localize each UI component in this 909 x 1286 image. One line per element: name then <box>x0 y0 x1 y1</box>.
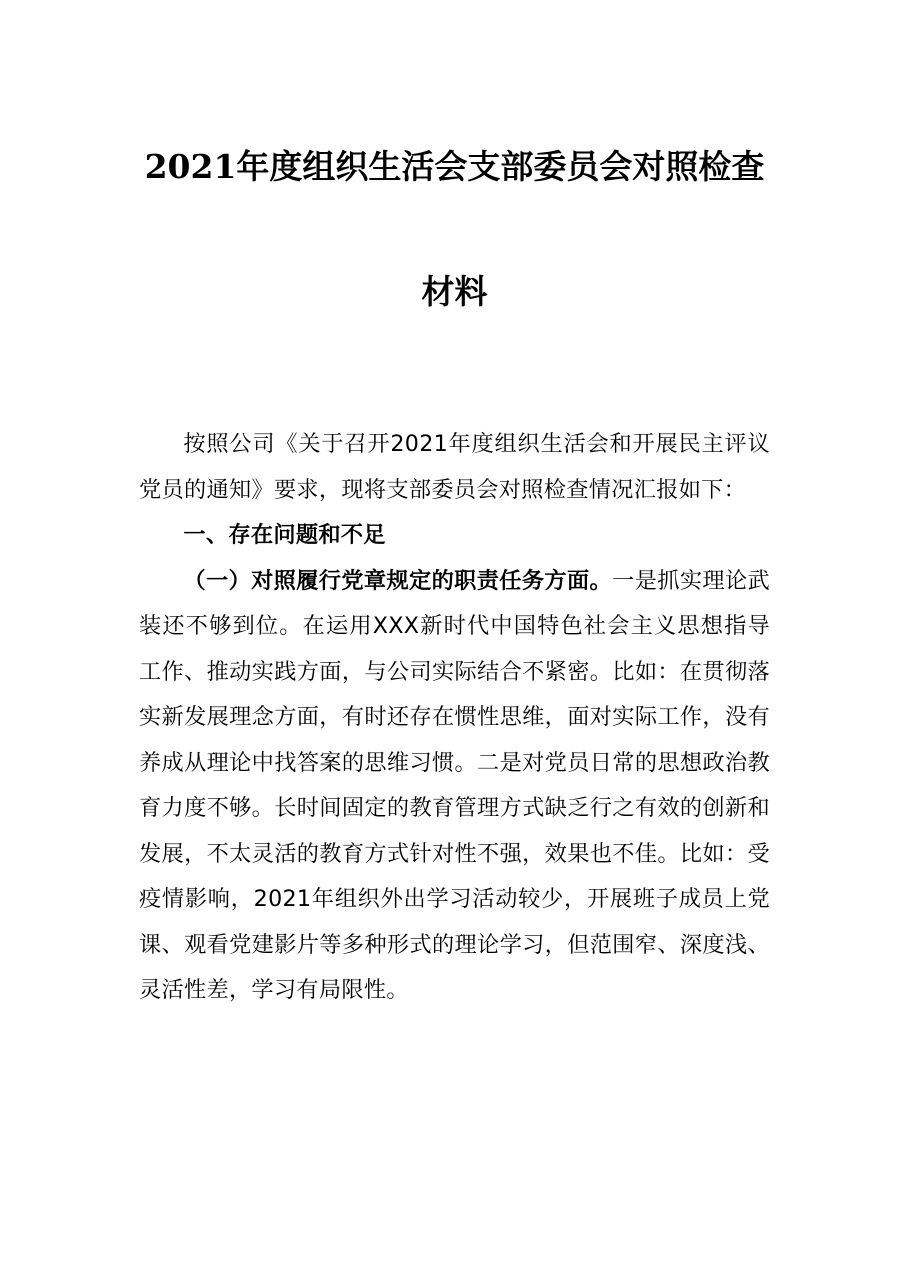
intro-paragraph: 按照公司《关于召开2021年度组织生活会和开展民主评议党员的通知》要求，现将支部委员会对照检查情况汇报如下： <box>139 431 770 503</box>
section-heading: 一、存在问题和不足 <box>183 522 386 548</box>
subsection-heading: （一）对照履行党章规定的职责任务方面。 <box>183 567 613 594</box>
document-title-line-1: 2021年度组织生活会支部委员会对照检查 <box>144 147 765 186</box>
subsection-paragraph <box>139 559 770 1014</box>
document-title-line-2: 材料 <box>421 272 488 311</box>
subsection-text: 一是抓实理论武装还不够到位。在运用XXX新时代中国特色社会主义思想指导工作、推动实践方面，与公司实际结合不紧密。比如：在贯彻落实新发展理念方面，有时还存在惯性思维，面对实际工作，没有养成从理论中找答案的思维习惯。二是对党员日常的思想政治教育力度不够。长时间固定的教育管理方式缺乏行之有效的创新和发展，不太灵活的教育方式针对性不强，效果也不佳。比如：受疫情影响，2021年组织外出学习活动较少，开展班子成员上党课、观看党建影片等多种形式的理论学习，但范围窄、深度浅、灵活性差，学习有局限性。 <box>139 567 770 1003</box>
